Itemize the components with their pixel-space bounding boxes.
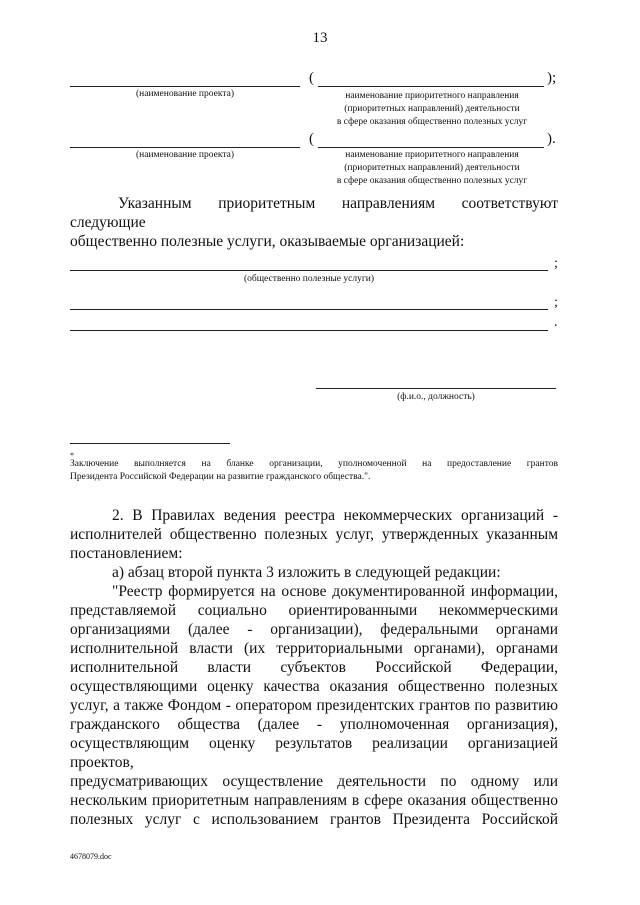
- paragraph-line: исполнительной власти субъектов Российской Федерации,: [70, 659, 558, 676]
- footnote-marker: *: [70, 451, 74, 460]
- paragraph-line: "Реестр формируется на основе документированной информации,: [112, 583, 558, 600]
- paragraph-line: гражданского общества (далее - уполномоченная организация),: [70, 716, 558, 733]
- services-line-3: [70, 330, 548, 331]
- paragraph-line: осуществляющими оценку качества оказания общественно полезных: [70, 678, 558, 695]
- direction-caption-2: [316, 149, 548, 188]
- paragraph-line: осуществляющим оценку результатов реализации организацией проектов,: [70, 735, 558, 771]
- open-paren-1: (: [309, 70, 314, 86]
- direction-line-1: [318, 86, 544, 87]
- quote-paragraph: [70, 582, 558, 829]
- signature-caption: (ф.и.о., должность): [397, 392, 475, 402]
- open-paren-2: (: [309, 131, 314, 147]
- paragraph-line: услуг, а также Фондом - оператором президентских грантов по развитию: [70, 697, 558, 714]
- paragraph-line: Указанным приоритетным направлениям соответствуют следующие: [70, 195, 558, 231]
- paragraph-line: представляемой социально ориентированными некоммерческими: [70, 602, 558, 619]
- item-a-paragraph: а) абзац второй пункта 3 изложить в следующей редакции:: [112, 564, 501, 581]
- intro-paragraph: [70, 194, 558, 251]
- services-punct-2: ;: [554, 295, 558, 310]
- direction-caption-line: (приоритетных направлений) деятельности: [344, 163, 520, 173]
- services-line-2: [70, 309, 548, 310]
- project-name-line-2: [70, 147, 300, 148]
- paragraph-line: полезных услуг с использованием грантов Президента Российской: [70, 811, 558, 828]
- close-punct-1: );: [547, 70, 557, 86]
- direction-caption-1: [316, 90, 548, 129]
- project-name-line-1: [70, 86, 300, 87]
- item-2-paragraph: [70, 506, 558, 563]
- paragraph-line: постановлением:: [70, 545, 183, 562]
- direction-caption-line: наименование приоритетного направления: [345, 91, 519, 101]
- project-name-caption-1: (наименование проекта): [135, 89, 234, 99]
- direction-caption-line: в сфере оказания общественно полезных услуг: [336, 117, 528, 127]
- paragraph-line: исполнителей общественно полезных услуг, утвержденных указанным: [70, 526, 558, 543]
- signature-line: [316, 388, 556, 389]
- footnote-line: Заключение выполняется на бланке организации, уполномоченной на предоставление грантов: [70, 459, 558, 469]
- paragraph-line: организациями (далее - организации), федеральными органами: [70, 621, 558, 638]
- direction-caption-line: в сфере оказания общественно полезных услуг: [336, 176, 528, 186]
- direction-caption-line: наименование приоритетного направления: [345, 150, 519, 160]
- paragraph-line: общественно полезные услуги, оказываемые организацией:: [70, 233, 465, 250]
- paragraph-line: предусматривающих осуществление деятельности по одному или: [70, 773, 558, 790]
- direction-caption-line: (приоритетных направлений) деятельности: [344, 104, 520, 114]
- main-text: [70, 506, 558, 829]
- footnote: [70, 449, 558, 484]
- footnote-line: Президента Российской Федерации на развитие гражданского общества.".: [70, 472, 371, 482]
- services-punct-1: ;: [554, 256, 558, 271]
- direction-line-2: [318, 147, 544, 148]
- paragraph-line: исполнительной власти (их территориальными органами), органами: [70, 640, 558, 657]
- close-punct-2: ).: [547, 131, 556, 147]
- document-code: 4678079.doc: [70, 852, 112, 861]
- footnote-separator: [70, 443, 230, 444]
- project-name-caption-2: (наименование проекта): [135, 150, 234, 160]
- paragraph-line: нескольким приоритетным направлениям в сфере оказания общественно: [70, 792, 558, 809]
- services-caption: (общественно полезные услуги): [243, 274, 375, 284]
- services-line-1: [70, 270, 548, 271]
- paragraph-line: 2. В Правилах ведения реестра некоммерческих организаций -: [112, 507, 558, 524]
- page-number: 13: [312, 30, 328, 46]
- services-punct-3: .: [554, 315, 558, 330]
